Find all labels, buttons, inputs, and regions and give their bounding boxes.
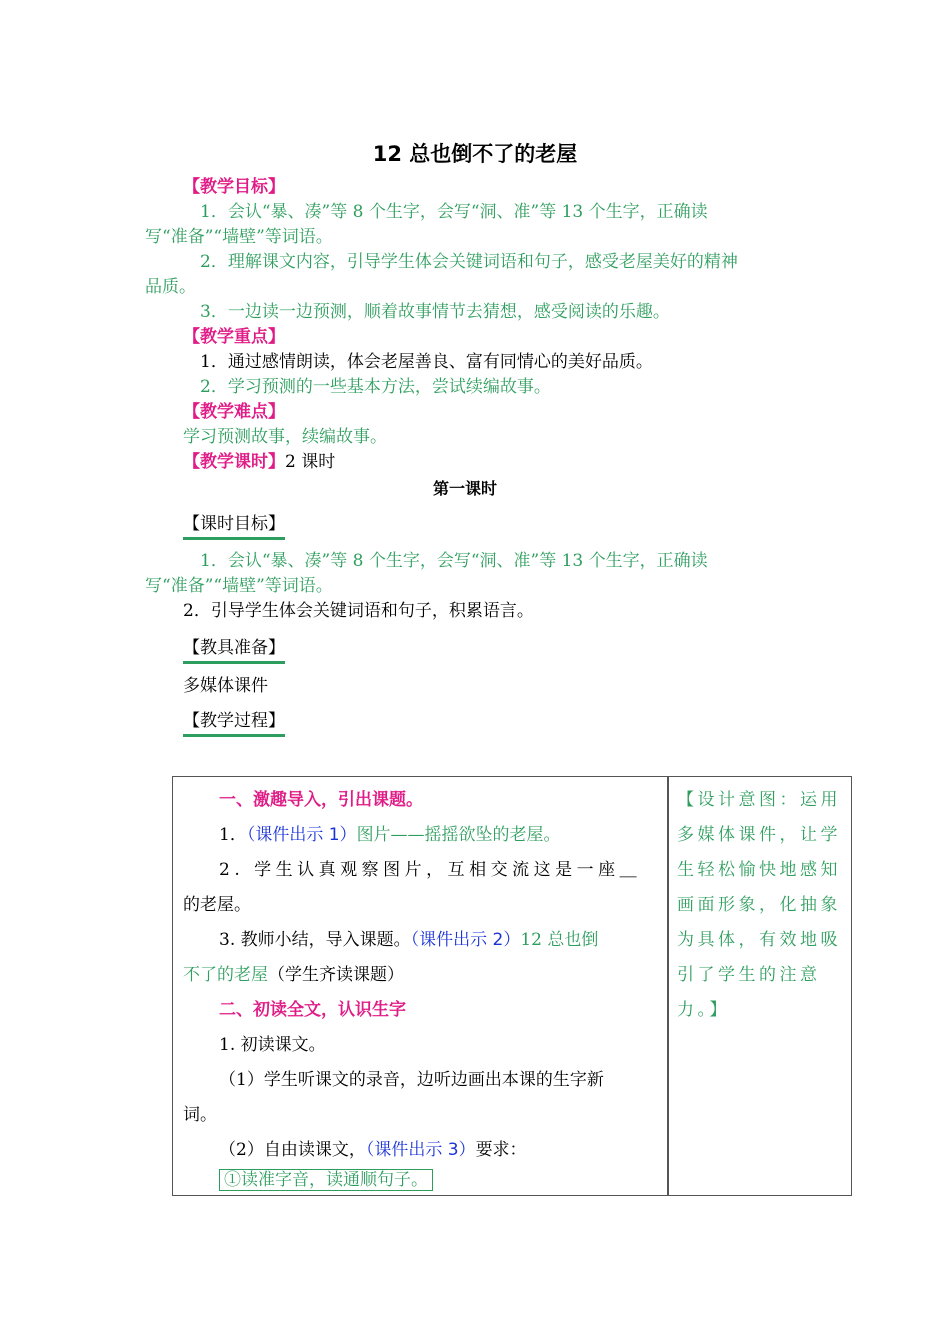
difficulties-heading: 【教学难点】: [183, 402, 285, 422]
page-title: 12 总也倒不了的老屋: [372, 142, 578, 166]
reading-step-2-line-2: 词。: [183, 1105, 217, 1125]
reading-step-3-tail: 要求：: [475, 1140, 527, 1160]
step-3-line-2: [183, 958, 404, 993]
design-intent-line-7: 力。】: [677, 1000, 730, 1020]
design-intent-line-4: 画面形象，化抽象: [677, 895, 841, 915]
design-intent-line-6: 引了学生的注意: [677, 965, 821, 985]
design-intent-line-5: 为具体，有效地吸: [677, 930, 841, 950]
requirement-1: [219, 1169, 433, 1191]
reading-step-3: [219, 1133, 527, 1168]
hours-value: 2 课时: [285, 452, 336, 472]
teaching-aids-heading: 【教具准备】: [183, 636, 285, 664]
goal-2-line-1: 2．理解课文内容，引导学生体会关键词语和句子，感受老屋美好的精神: [200, 252, 738, 272]
reading-step-1: 1. 初读课文。: [219, 1035, 326, 1055]
lesson-objective-1-line-1: 1．会认“暴、凑”等 8 个生字，会写“洞、准”等 13 个生字，正确读: [200, 551, 708, 571]
teaching-aids-text: 多媒体课件: [183, 676, 268, 696]
design-intent-line-2: 多媒体课件，让学: [677, 825, 841, 845]
step-1: [219, 818, 561, 853]
step-3-ref: （课件出示 2）: [410, 930, 521, 950]
section-1-heading: 一、激趣导入，引出课题。: [219, 790, 423, 810]
key-point-1: 1．通过感情朗读，体会老屋善良、富有同情心的美好品质。: [200, 352, 653, 372]
process-table: [172, 776, 852, 1196]
step-3-title: 12 总也倒: [520, 930, 599, 950]
table-divider: [667, 777, 669, 1195]
step-1-num: 1．: [219, 825, 247, 845]
lesson-objective-1-line-2: 写“准备”“墙壁”等词语。: [145, 576, 333, 596]
step-3-title-cont: 不了的老屋: [183, 965, 268, 985]
step-3-note: （学生齐读课题）: [268, 965, 404, 985]
step-2-line-1: 2. 学生认真观察图片，互相交流这是一座＿: [219, 860, 642, 880]
lesson-objective-2: 2．引导学生体会关键词语和句子，积累语言。: [183, 601, 534, 621]
step-3-line-1: [219, 923, 598, 958]
teaching-process-heading: 【教学过程】: [183, 709, 285, 737]
design-intent-line-3: 生轻松愉快地感知: [677, 860, 841, 880]
step-1-text: 图片——摇摇欲坠的老屋。: [356, 825, 561, 845]
goal-1-line-2: 写“准备”“墙壁”等词语。: [145, 227, 333, 247]
reading-step-3-ref: （课件出示 3）: [365, 1140, 476, 1160]
lesson-objectives-heading: 【课时目标】: [183, 512, 285, 540]
goals-heading: 【教学目标】: [183, 177, 285, 197]
step-1-ref: （课件出示 1）: [246, 825, 357, 845]
goal-1-line-1: 1．会认“暴、凑”等 8 个生字，会写“洞、准”等 13 个生字，正确读: [200, 202, 708, 222]
goal-3: 3．一边读一边预测，顺着故事情节去猜想，感受阅读的乐趣。: [200, 302, 670, 322]
step-2-line-2: 的老屋。: [183, 895, 251, 915]
section-2-heading: 二、初读全文，认识生字: [219, 1000, 406, 1020]
goal-2-line-2: 品质。: [145, 277, 196, 297]
key-point-2: 2．学习预测的一些基本方法，尝试续编故事。: [200, 377, 551, 397]
hours-row: [183, 450, 335, 474]
key-points-heading: 【教学重点】: [183, 327, 285, 347]
design-intent-line-1: 【设计意图：运用: [677, 790, 841, 810]
lesson-1-heading: 第一课时: [432, 479, 497, 498]
step-3-text: 3. 教师小结，导入课题。: [219, 930, 411, 950]
difficulties-text: 学习预测故事，续编故事。: [183, 427, 387, 447]
requirement-1-box: ①读准字音，读通顺句子。: [219, 1169, 433, 1191]
hours-heading: 【教学课时】: [183, 452, 285, 472]
reading-step-2-line-1: （1）学生听课文的录音，边听边画出本课的生字新: [219, 1070, 604, 1090]
reading-step-3-text: （2）自由读课文，: [219, 1140, 366, 1160]
